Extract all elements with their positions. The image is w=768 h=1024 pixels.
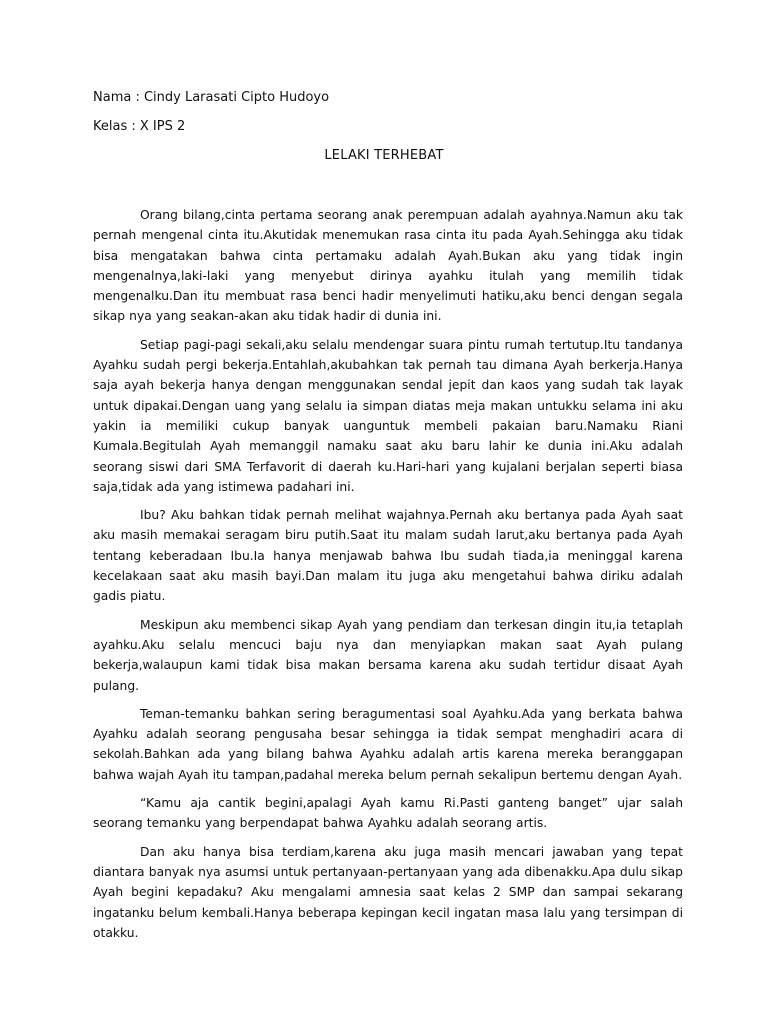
student-name-line: Nama : Cindy Larasati Cipto Hudoyo <box>93 90 330 105</box>
story-title: LELAKI TERHEBAT <box>324 148 444 163</box>
student-class-line: Kelas : X IPS 2 <box>93 119 186 134</box>
story-body <box>93 205 683 951</box>
paragraph: Setiap pagi-pagi sekali,aku selalu mendengar suara pintu rumah tertutup.Itu tandanya Ayahku sudah pergi bekerja.Entahlah,akubahkan tak pernah tau dimana Ayah berkerja.Hanya saja ayah bekerja hanya dengan menggunakan sendal jepit dan kaos yang sudah tak layak untuk dipakai.Dengan uang yang selalu ia simpan diatas meja makan untukku selama ini aku yakin ia memiliki cukup banyak uanguntuk membeli pakaian baru.Namaku Riani Kumala.Begitulah Ayah memanggil namaku saat aku baru lahir ke dunia ini.Aku adalah seorang siswi dari SMA Terfavorit di daerah ku.Hari-hari yang kujalani berjalan seperti biasa saja,tidak ada yang istimewa padahari ini. <box>93 337 683 494</box>
paragraph: Meskipun aku membenci sikap Ayah yang pendiam dan terkesan dingin itu,ia tetaplah ayahku.Aku selalu mencuci baju nya dan menyiapkan makan saat Ayah pulang bekerja,walaupun kami tidak bisa makan bersama karena aku sudah tertidur disaat Ayah pulang. <box>93 617 683 693</box>
paragraph: Dan aku hanya bisa terdiam,karena aku juga masih mencari jawaban yang tepat diantara banyak nya asumsi untuk pertanyaan-pertanyaan yang ada dibenakku.Apa dulu sikap Ayah begini kepadaku? Aku mengalami amnesia saat kelas 2 SMP dan sampai sekarang ingatanku belum kembali.Hanya beberapa kepingan kecil ingatan masa lalu yang tersimpan di otakku. <box>93 844 683 940</box>
paragraph: Ibu? Aku bahkan tidak pernah melihat wajahnya.Pernah aku bertanya pada Ayah saat aku masih memakai seragam biru putih.Saat itu malam sudah larut,aku bertanya pada Ayah tentang keberadaan Ibu.Ia hanya menjawab bahwa Ibu sudah tiada,ia meninggal karena kecelakaan saat aku masih bayi.Dan malam itu juga aku mengetahui bahwa diriku adalah gadis piatu. <box>93 508 683 604</box>
paragraph: Orang bilang,cinta pertama seorang anak perempuan adalah ayahnya.Namun aku tak pernah mengenal cinta itu.Akutidak menemukan rasa cinta itu pada Ayah.Sehingga aku tidak bisa mengatakan bahwa cinta pertamaku adalah Ayah.Bukan aku yang tidak ingin mengenalnya,laki-laki yang menyebut dirinya ayahku itulah yang memilih tidak mengenalku.Dan itu membuat rasa benci hadir menyelimuti hatiku,aku benci dengan segala sikap nya yang seakan-akan aku tidak hadir di dunia ini. <box>93 208 683 324</box>
paragraph: “Kamu aja cantik begini,apalagi Ayah kamu Ri.Pasti ganteng banget” ujar salah seorang temanku yang berpendapat bahwa Ayahku adalah seorang artis. <box>93 796 683 831</box>
paragraph: Teman-temanku bahkan sering beragumentasi soal Ayahku.Ada yang berkata bahwa Ayahku adalah seorang pengusaha besar sehingga ia tidak sempat menghadiri acara di sekolah.Bahkan ada yang bilang bahwa Ayahku adalah artis karena mereka beranggapan bahwa wajah Ayah itu tampan,padahal mereka belum pernah sekalipun bertemu dengan Ayah. <box>93 706 683 782</box>
